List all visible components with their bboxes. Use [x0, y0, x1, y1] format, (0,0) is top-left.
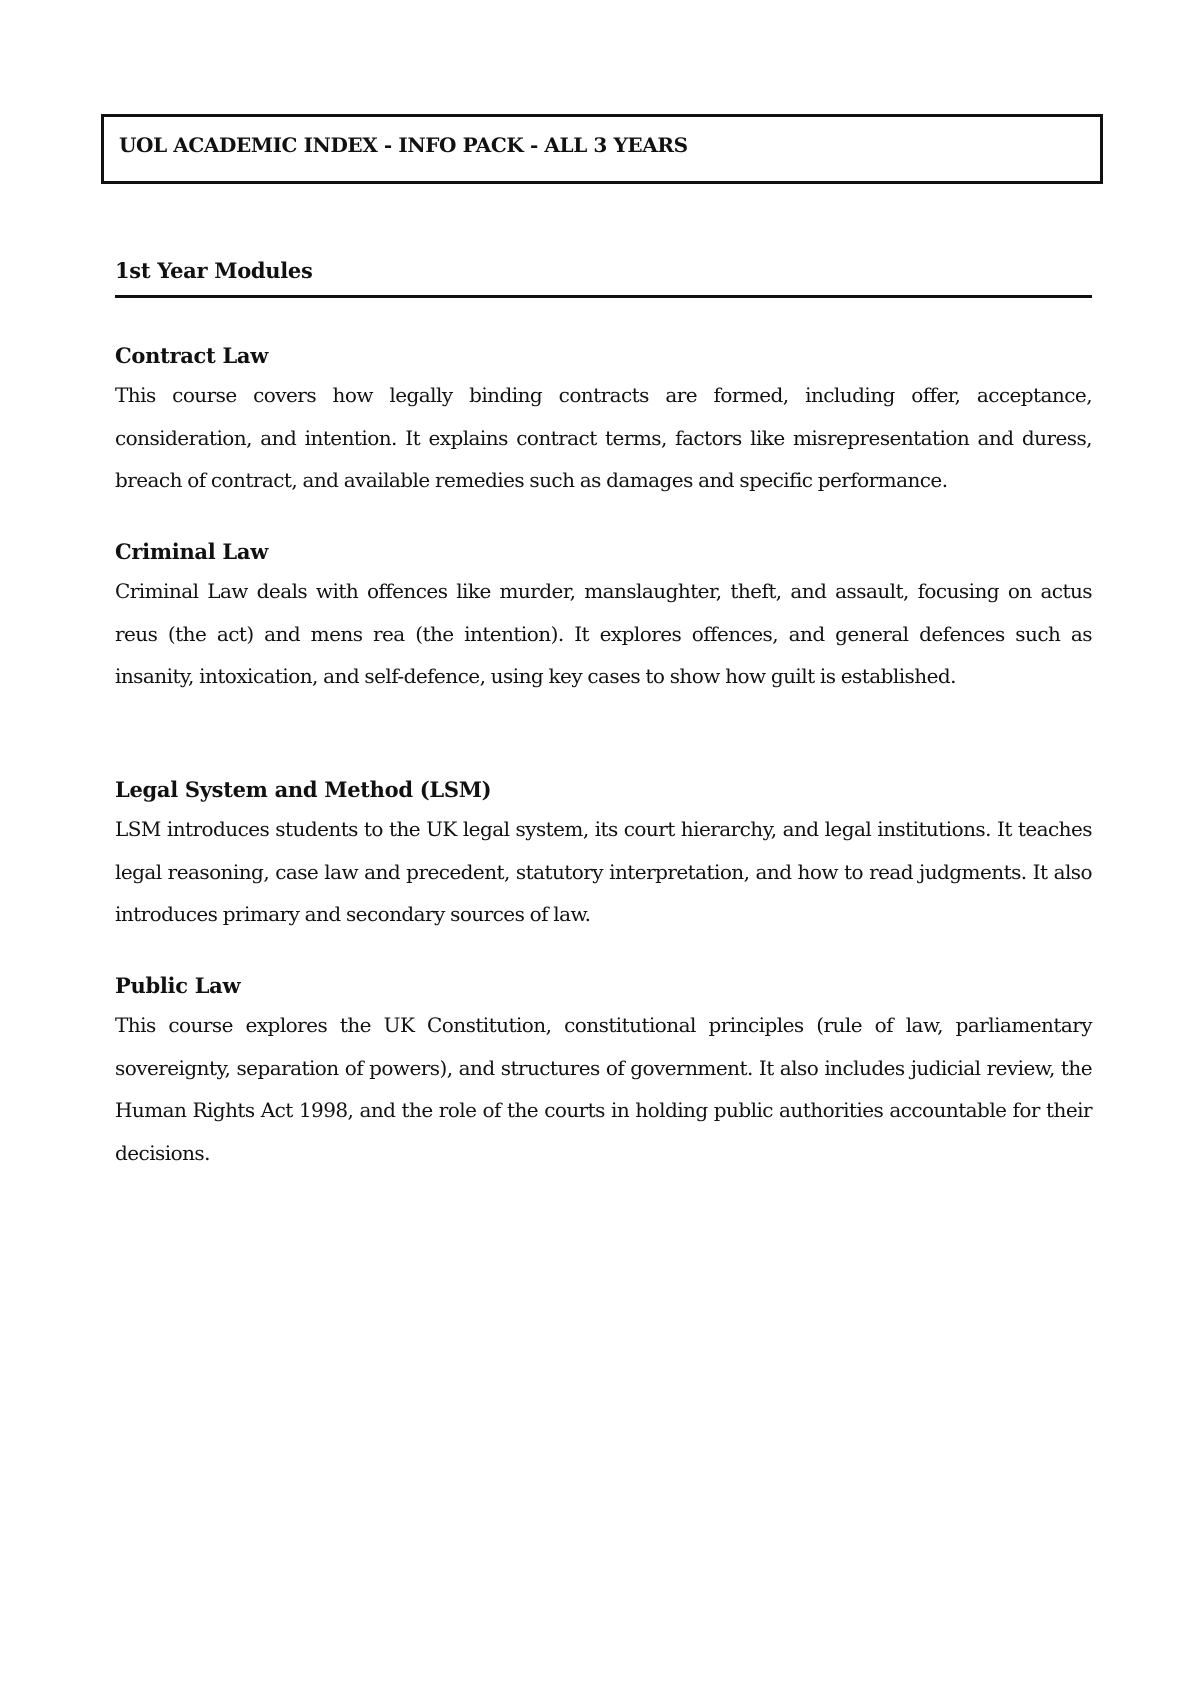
- module-contract-law: [115, 340, 1092, 502]
- module-description: Criminal Law deals with offences like murder, manslaughter, theft, and assault, focusing on actus reus (the act) and mens rea (the intention). It explores offences, and general defences such as insanity, intoxication, and self-defence, using key cases to show how guilt is established.: [115, 579, 1092, 689]
- document-title: UOL ACADEMIC INDEX - INFO PACK - ALL 3 YEARS: [119, 133, 688, 157]
- module-title: Public Law: [115, 973, 241, 998]
- module-title: Contract Law: [115, 343, 269, 368]
- title-box: [101, 114, 1103, 184]
- module-criminal-law: [115, 536, 1092, 698]
- module-description: This course covers how legally binding contracts are formed, including offer, acceptance, consideration, and intention. It explains contract terms, factors like misrepresentation and duress, breach of contract, and available remedies such as damages and specific performance.: [115, 383, 1092, 493]
- section-heading: 1st Year Modules: [115, 258, 313, 283]
- module-description: This course explores the UK Constitution, constitutional principles (rule of law, parliamentary sovereignty, separation of powers), and structures of government. It also includes judicial review, the Human Rights Act 1998, and the role of the courts in holding public authorities accountable for their decisions.: [115, 1013, 1092, 1165]
- module-title: Legal System and Method (LSM): [115, 777, 492, 802]
- module-title: Criminal Law: [115, 539, 268, 564]
- module-description: LSM introduces students to the UK legal system, its court hierarchy, and legal institutions. It teaches legal reasoning, case law and precedent, statutory interpretation, and how to read judgments. It also introduces primary and secondary sources of law.: [115, 817, 1092, 927]
- section-divider: [115, 295, 1092, 298]
- module-legal-system-and-method: [115, 774, 1092, 936]
- module-public-law: [115, 970, 1092, 1174]
